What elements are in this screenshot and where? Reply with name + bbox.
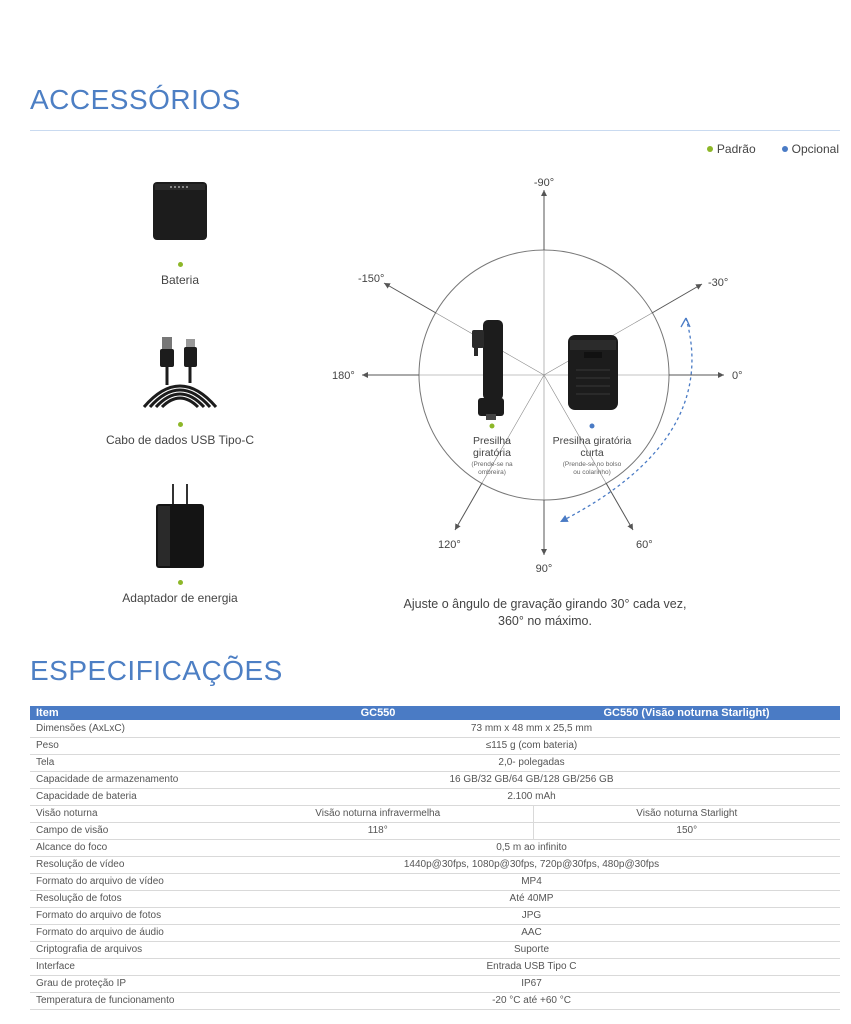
- spec-label: Formato do arquivo de fotos: [30, 907, 223, 924]
- table-row: [30, 924, 840, 941]
- table-row: [30, 805, 840, 822]
- angle-label: 0°: [732, 370, 743, 382]
- short-clip-title: Presilha giratória: [552, 435, 632, 447]
- standard-dot-icon: [707, 146, 713, 152]
- angle-label: 180°: [332, 370, 355, 382]
- spec-label: Capacidade de armazenamento: [30, 771, 223, 788]
- table-row: [30, 992, 840, 1009]
- long-clip-image: [472, 320, 504, 420]
- battery-image: [152, 180, 208, 242]
- legend-optional-label: Opcional: [791, 142, 839, 156]
- standard-dot-icon: [178, 262, 183, 267]
- power-adapter-image: [152, 484, 208, 570]
- spec-value: Entrada USB Tipo C: [223, 958, 840, 975]
- spec-label: Resolução de vídeo: [30, 856, 223, 873]
- short-clip-note-2: ou colarinho): [573, 469, 611, 476]
- spec-label: Dimensões (AxLxC): [30, 720, 223, 737]
- spec-value: -20 °C até +60 °C: [223, 992, 840, 1009]
- spec-value: MP4: [223, 873, 840, 890]
- accessory-label: Bateria: [160, 273, 200, 287]
- short-clip-note: (Prende-se no bolso: [562, 461, 622, 468]
- angle-label: 120°: [438, 539, 461, 551]
- table-row: [30, 907, 840, 924]
- standard-dot-icon: [178, 580, 183, 585]
- accessory-power-adapter: [110, 484, 250, 605]
- spec-label: Interface: [30, 958, 223, 975]
- spec-label: Tela: [30, 754, 223, 771]
- spec-value-starlight: Visão noturna Starlight: [533, 805, 840, 822]
- spec-value: 73 mm x 48 mm x 25,5 mm: [223, 720, 840, 737]
- table-row: [30, 754, 840, 771]
- caption-line: Ajuste o ângulo de gravação girando 30° cada vez,: [403, 597, 687, 611]
- standard-dot-icon: [490, 424, 495, 429]
- usb-cable-image: [140, 335, 220, 410]
- spec-value: 0,5 m ao infinito: [223, 839, 840, 856]
- table-row: [30, 890, 840, 907]
- legend: [707, 142, 839, 156]
- table-row: [30, 822, 840, 839]
- optional-dot-icon: [590, 424, 595, 429]
- specifications-title: ESPECIFICAÇÕES: [30, 655, 283, 686]
- spec-value: 1440p@30fps, 1080p@30fps, 720p@30fps, 480p@30fps: [223, 856, 840, 873]
- accessory-label: Cabo de dados USB Tipo-C: [105, 433, 255, 447]
- spec-value-gc550: Visão noturna infravermelha: [223, 805, 533, 822]
- spec-label: Alcance do foco: [30, 839, 223, 856]
- spec-value: JPG: [223, 907, 840, 924]
- spec-label: Peso: [30, 737, 223, 754]
- table-row: [30, 771, 840, 788]
- spec-label: Resolução de fotos: [30, 890, 223, 907]
- accessory-battery: [110, 180, 250, 287]
- spec-label: Formato do arquivo de vídeo: [30, 873, 223, 890]
- long-clip-title-2: giratória: [473, 447, 511, 459]
- standard-dot-icon: [178, 422, 183, 427]
- table-row: [30, 737, 840, 754]
- spec-label: Visão noturna: [30, 805, 223, 822]
- rotation-caption: [380, 596, 710, 630]
- spec-value: AAC: [223, 924, 840, 941]
- long-clip-note: (Prende-se na: [471, 461, 513, 468]
- spec-value: Suporte: [223, 941, 840, 958]
- legend-standard-label: Padrão: [716, 142, 756, 156]
- table-row: [30, 958, 840, 975]
- accessory-label: Adaptador de energia: [122, 591, 238, 605]
- angle-label: 90°: [535, 563, 553, 575]
- short-clip-title-2: curta: [580, 447, 604, 459]
- table-row: [30, 856, 840, 873]
- table-row: [30, 720, 840, 737]
- long-clip-note-2: ombreira): [478, 469, 506, 476]
- table-row: [30, 975, 840, 992]
- spec-label: Temperatura de funcionamento: [30, 992, 223, 1009]
- table-row: [30, 941, 840, 958]
- header-item: Item: [30, 706, 223, 720]
- long-clip-title: Presilha: [473, 435, 511, 447]
- angle-label: -30°: [708, 277, 729, 289]
- spec-label: Capacidade de bateria: [30, 788, 223, 805]
- accessory-usb-cable: [90, 335, 270, 447]
- spec-label: Formato do arquivo de áudio: [30, 924, 223, 941]
- spec-value: ≤115 g (com bateria): [223, 737, 840, 754]
- angle-label: -90°: [533, 177, 555, 189]
- angle-label: 60°: [636, 539, 653, 551]
- spec-value: 2,0- polegadas: [223, 754, 840, 771]
- caption-line: 360° no máximo.: [498, 613, 592, 628]
- spec-value: IP67: [223, 975, 840, 992]
- spec-label: Campo de visão: [30, 822, 223, 839]
- rotation-diagram: [320, 170, 760, 590]
- header-gc550: GC550: [223, 706, 533, 720]
- spec-label: Grau de proteção IP: [30, 975, 223, 992]
- short-clip-image: [568, 335, 618, 410]
- spec-value: Até 40MP: [223, 890, 840, 907]
- specifications-table: [30, 706, 840, 1010]
- spec-value-starlight: 150°: [533, 822, 840, 839]
- accessories-title: ACCESSÓRIOS: [30, 84, 241, 115]
- spec-value: 2.100 mAh: [223, 788, 840, 805]
- spec-value-gc550: 118°: [223, 822, 533, 839]
- table-row: [30, 839, 840, 856]
- legend-optional: [782, 142, 839, 156]
- table-row: [30, 873, 840, 890]
- header-gc550-starlight: GC550 (Visão noturna Starlight): [533, 706, 840, 720]
- table-row: [30, 788, 840, 805]
- spec-value: 16 GB/32 GB/64 GB/128 GB/256 GB: [223, 771, 840, 788]
- angle-label: -150°: [358, 273, 385, 285]
- spec-label: Criptografia de arquivos: [30, 941, 223, 958]
- table-header-row: [30, 706, 840, 720]
- optional-dot-icon: [782, 146, 788, 152]
- title-divider: [30, 130, 840, 131]
- legend-standard: [707, 142, 756, 156]
